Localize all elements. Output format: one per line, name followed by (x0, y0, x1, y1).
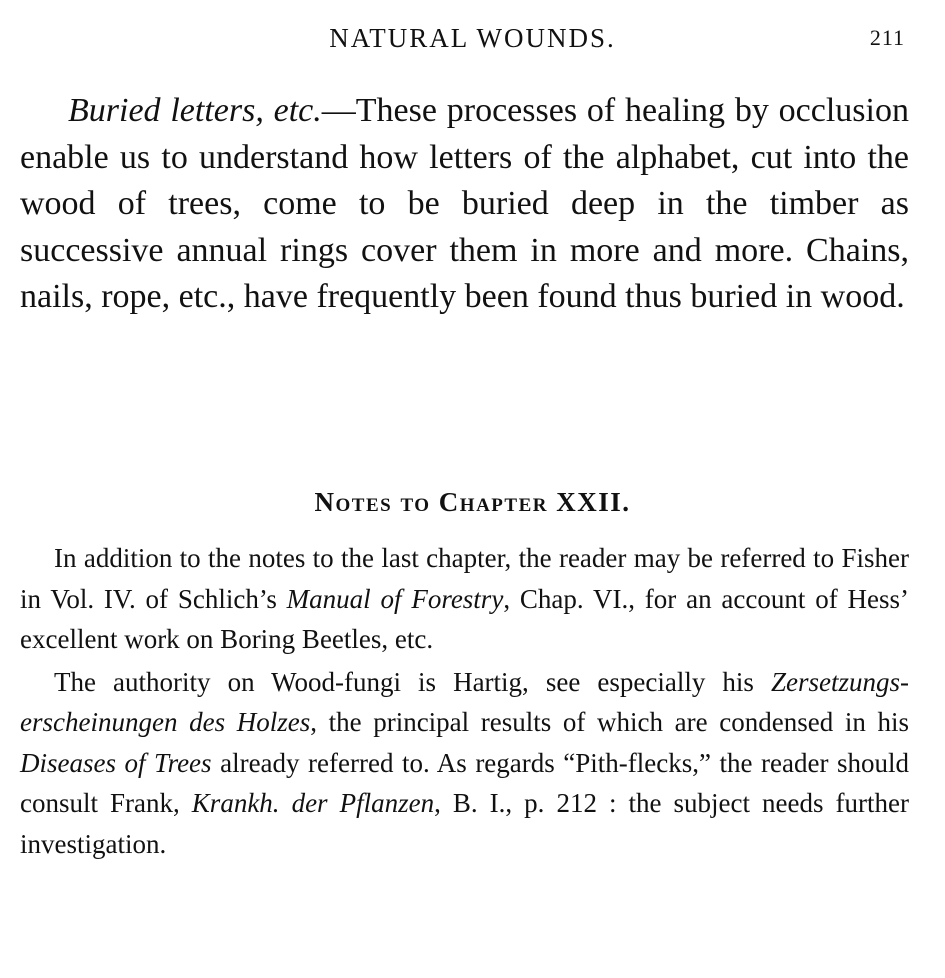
note-text: , B. I., p. 212 : the subject needs further investigation. (20, 788, 909, 859)
main-paragraph (20, 88, 909, 321)
book-title: Krankh. der Pflanzen (191, 788, 435, 818)
note-text: , Chap. VI., for an account of Hess’ excellent work on Boring Beetles, etc. (20, 583, 909, 654)
running-head (0, 18, 945, 58)
book-title: Manual of Forestry (286, 583, 504, 614)
em-dash: — (321, 92, 356, 129)
paragraph-text: These processes of healing by occlusion enable us to understand how letters of the alphabet, cut into the wood of trees, come to be buried deep in the timber as successive annual rings cover them in more and more. Chains, nails, rope, etc., have frequently been found thus buried in wood. (20, 92, 909, 315)
book-title: Diseases of Trees (20, 747, 212, 778)
paragraph-lead: Buried letters, etc. (68, 92, 322, 129)
note-text: The authority on Wood-fungi is Hartig, see especially his (54, 666, 771, 697)
note-text: , the principal results of which are condensed in his (310, 707, 909, 737)
note-text: already referred to. As regards “Pith-flecks,” the reader should consult Frank, (20, 747, 910, 818)
note-paragraph-2 (20, 662, 909, 865)
notes-section (20, 538, 909, 866)
book-title: Zersetzungs-erscheinungen des Holzes (20, 666, 909, 737)
note-text: In addition to the notes to the last chapter, the reader may be referred to Fisher in Vol. IV. of Schlich’s (20, 543, 909, 614)
page-number: 211 (869, 25, 905, 50)
running-title: NATURAL WOUNDS. (329, 23, 616, 53)
notes-heading: Notes to Chapter XXII. (314, 487, 631, 517)
note-paragraph-1 (20, 538, 909, 660)
